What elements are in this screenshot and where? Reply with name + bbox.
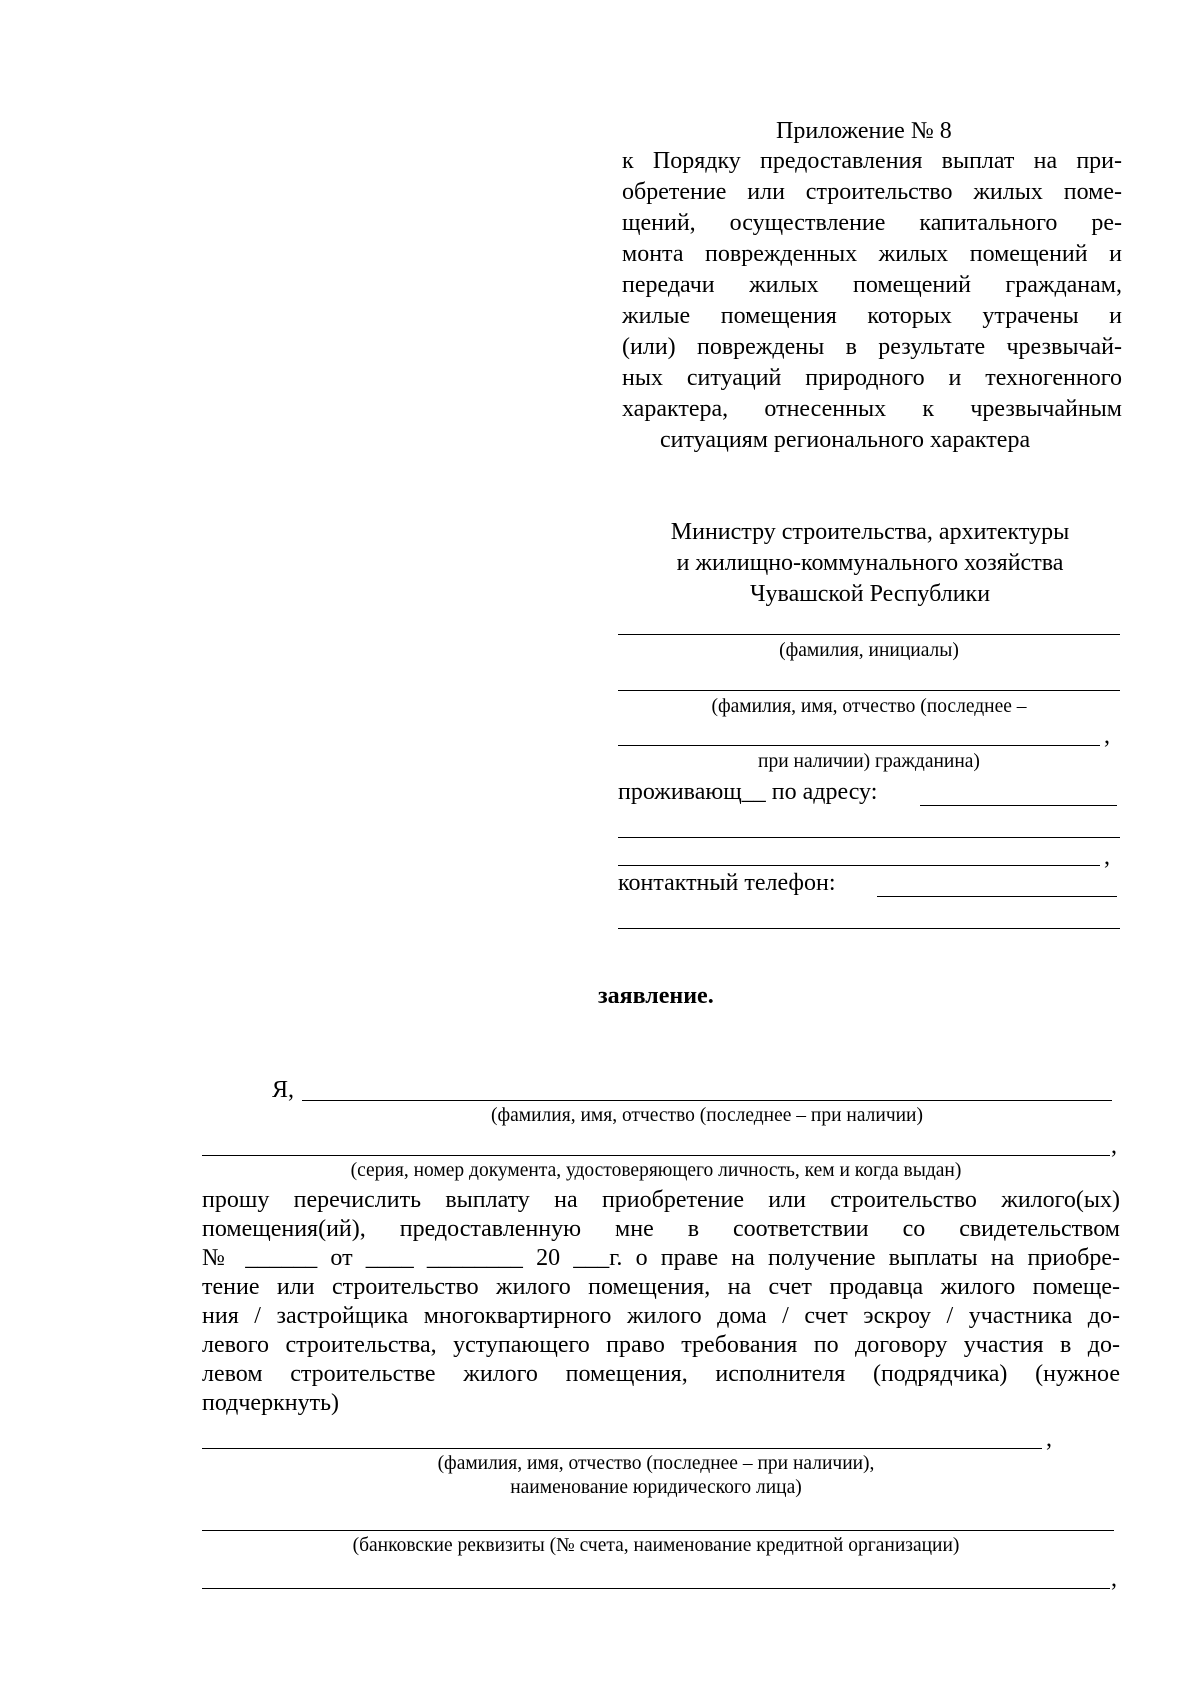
phone-label: контактный телефон: bbox=[618, 870, 836, 896]
appendix-line: ных ситуаций природного и техногенного bbox=[622, 365, 1122, 391]
bank-details-line-2[interactable] bbox=[202, 1588, 1110, 1589]
paragraph-line: подчеркнуть) bbox=[202, 1390, 340, 1416]
phone-field[interactable] bbox=[877, 896, 1117, 897]
applicant-initials-line[interactable] bbox=[618, 634, 1120, 635]
paragraph-line: ния / застройщика многоквартирного жилого дома / счет эскроу / участника до- bbox=[202, 1303, 1120, 1329]
recipient-field[interactable] bbox=[202, 1448, 1042, 1449]
document-field[interactable] bbox=[202, 1155, 1110, 1156]
applicant-fio-line[interactable] bbox=[618, 690, 1120, 691]
appendix-line: передачи жилых помещений гражданам, bbox=[622, 272, 1122, 298]
phone-line-2[interactable] bbox=[618, 928, 1120, 929]
appendix-line: к Порядку предоставления выплат на при- bbox=[622, 148, 1122, 174]
appendix-line: ситуациям регионального характера bbox=[660, 427, 1031, 453]
statement-heading: заявление. bbox=[598, 983, 714, 1009]
comma: , bbox=[1104, 844, 1110, 870]
caption-bank: (банковские реквизиты (№ счета, наименование кредитной организации) bbox=[352, 1535, 960, 1556]
applicant-fio-line-2[interactable] bbox=[618, 745, 1100, 746]
caption-fio-2: при наличии) гражданина) bbox=[758, 751, 980, 772]
caption-fio: (фамилия, имя, отчество (последнее – при наличии) bbox=[491, 1105, 923, 1126]
bank-details-field[interactable] bbox=[202, 1530, 1114, 1531]
paragraph-line: левом строительстве жилого помещения, исполнителя (подрядчика) (нужное bbox=[202, 1361, 1120, 1387]
address-line-3[interactable] bbox=[618, 865, 1100, 866]
address-line-2[interactable] bbox=[618, 837, 1120, 838]
caption-fio-1: (фамилия, имя, отчество (последнее – bbox=[711, 696, 1027, 717]
caption-initials: (фамилия, инициалы) bbox=[779, 640, 959, 661]
paragraph-line: прошу перечислить выплату на приобретение или строительство жилого(ых) bbox=[202, 1187, 1120, 1213]
residing-label: проживающ__ по адресу: bbox=[618, 779, 878, 805]
addressee-line: Чувашской Республики bbox=[749, 581, 991, 607]
paragraph-line: тение или строительство жилого помещения, на счет продавца жилого помеще- bbox=[202, 1274, 1120, 1300]
appendix-line: (или) повреждены в результате чрезвычай- bbox=[622, 334, 1122, 360]
comma: , bbox=[1111, 1566, 1117, 1592]
addressee-line: и жилищно-коммунального хозяйства bbox=[676, 550, 1064, 576]
comma: , bbox=[1111, 1133, 1117, 1159]
appendix-title: Приложение № 8 bbox=[776, 118, 952, 144]
applicant-name-field[interactable] bbox=[302, 1100, 1112, 1101]
address-field[interactable] bbox=[920, 805, 1117, 806]
paragraph-line: левого строительства, уступающего право требования по договору участия в до- bbox=[202, 1332, 1120, 1358]
appendix-line: характера, отнесенных к чрезвычайным bbox=[622, 396, 1122, 422]
appendix-line: жилые помещения которых утрачены и bbox=[622, 303, 1122, 329]
i-label: Я, bbox=[272, 1077, 295, 1103]
comma: , bbox=[1046, 1426, 1052, 1452]
caption-document: (серия, номер документа, удостоверяющего личность, кем и когда выдан) bbox=[350, 1160, 962, 1181]
paragraph-line: № ______ от ____ ________ 20 ___г. о праве на получение выплаты на приобре- bbox=[202, 1245, 1120, 1271]
caption-recipient-1: (фамилия, имя, отчество (последнее – при наличии), bbox=[437, 1453, 875, 1474]
appendix-line: монта поврежденных жилых помещений и bbox=[622, 241, 1122, 267]
addressee-line: Министру строительства, архитектуры bbox=[670, 519, 1070, 545]
appendix-line: обретение или строительство жилых поме- bbox=[622, 179, 1122, 205]
comma: , bbox=[1104, 723, 1110, 749]
paragraph-line: помещения(ий), предоставленную мне в соответствии со свидетельством bbox=[202, 1216, 1120, 1242]
caption-recipient-2: наименование юридического лица) bbox=[510, 1477, 802, 1498]
appendix-line: щений, осуществление капитального ре- bbox=[622, 210, 1122, 236]
